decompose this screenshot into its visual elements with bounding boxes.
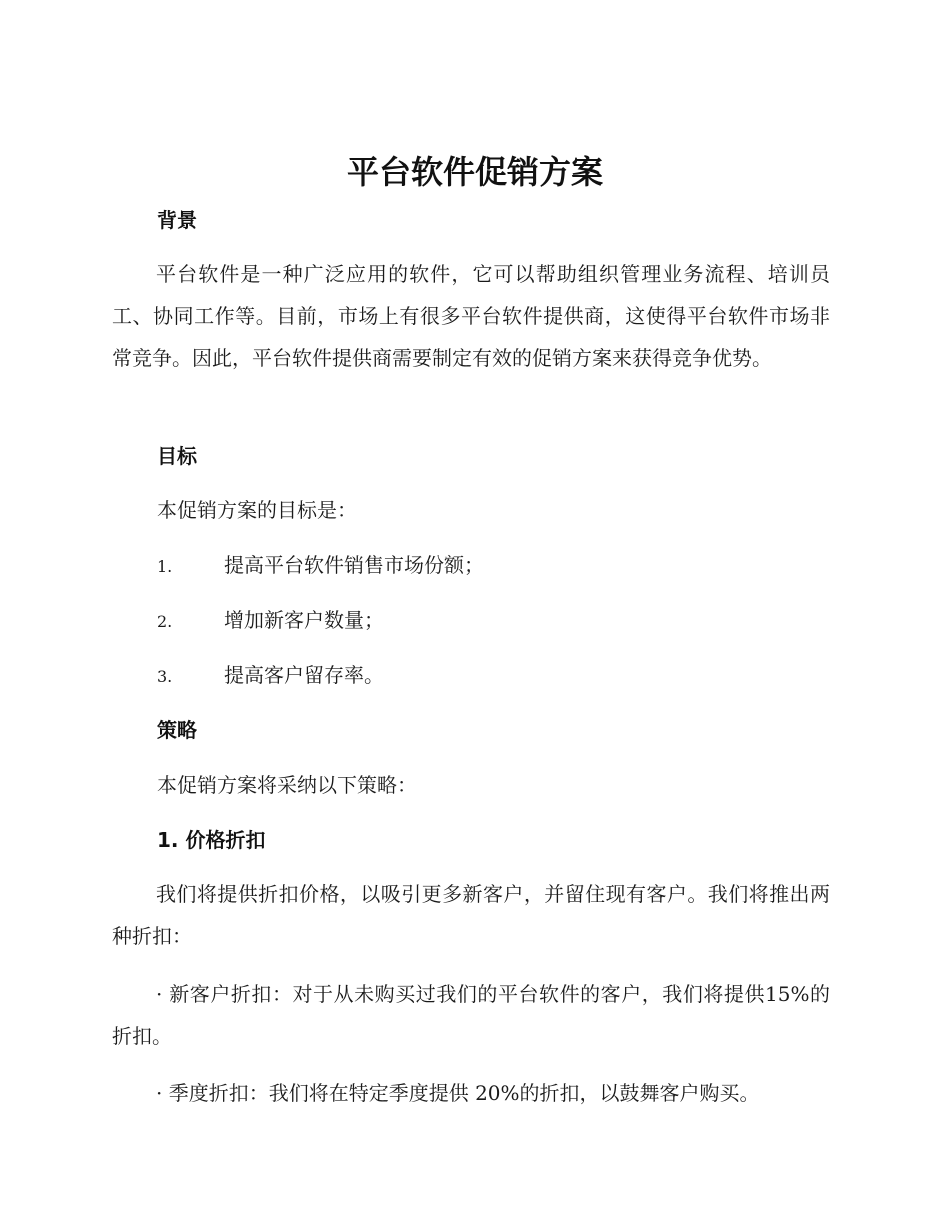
strategy-intro: 本促销方案将采纳以下策略：	[157, 773, 417, 797]
section-heading-background: 背景	[157, 208, 197, 232]
strategy-paragraph: 我们将提供折扣价格，以吸引更多新客户，并留住现有客户。我们将推出两种折扣：	[112, 882, 830, 948]
sub-heading-price-discount: 1. 价格折扣	[157, 828, 266, 852]
list-text: 增加新客户数量；	[224, 608, 384, 632]
list-text: 提高客户留存率。	[224, 663, 384, 687]
section-heading-strategy: 策略	[157, 718, 197, 742]
list-number: 2.	[157, 612, 173, 631]
goals-intro: 本促销方案的目标是：	[157, 498, 357, 522]
section-heading-goals: 目标	[157, 444, 197, 468]
document-title: 平台软件促销方案	[346, 153, 603, 191]
list-number: 3.	[157, 667, 173, 686]
bullet-seasonal: · 季度折扣：我们将在特定季度提供 20%的折扣，以鼓舞客户购买。	[156, 1081, 760, 1105]
list-number: 1.	[157, 557, 173, 576]
goal-list-item	[157, 661, 757, 689]
background-paragraph: 平台软件是一种广泛应用的软件，它可以帮助组织管理业务流程、培训员工、协同工作等。目前，市场上有很多平台软件提供商，这使得平台软件市场非常竞争。因此，平台软件提供商需要制定有效的促销方案来获得竞争优势。	[112, 262, 830, 370]
goal-list-item	[157, 606, 757, 634]
list-text: 提高平台软件销售市场份额；	[224, 553, 484, 577]
goal-list-item	[157, 551, 757, 579]
bullet-new-customer: · 新客户折扣：对于从未购买过我们的平台软件的客户，我们将提供15%的折扣。	[112, 982, 830, 1048]
